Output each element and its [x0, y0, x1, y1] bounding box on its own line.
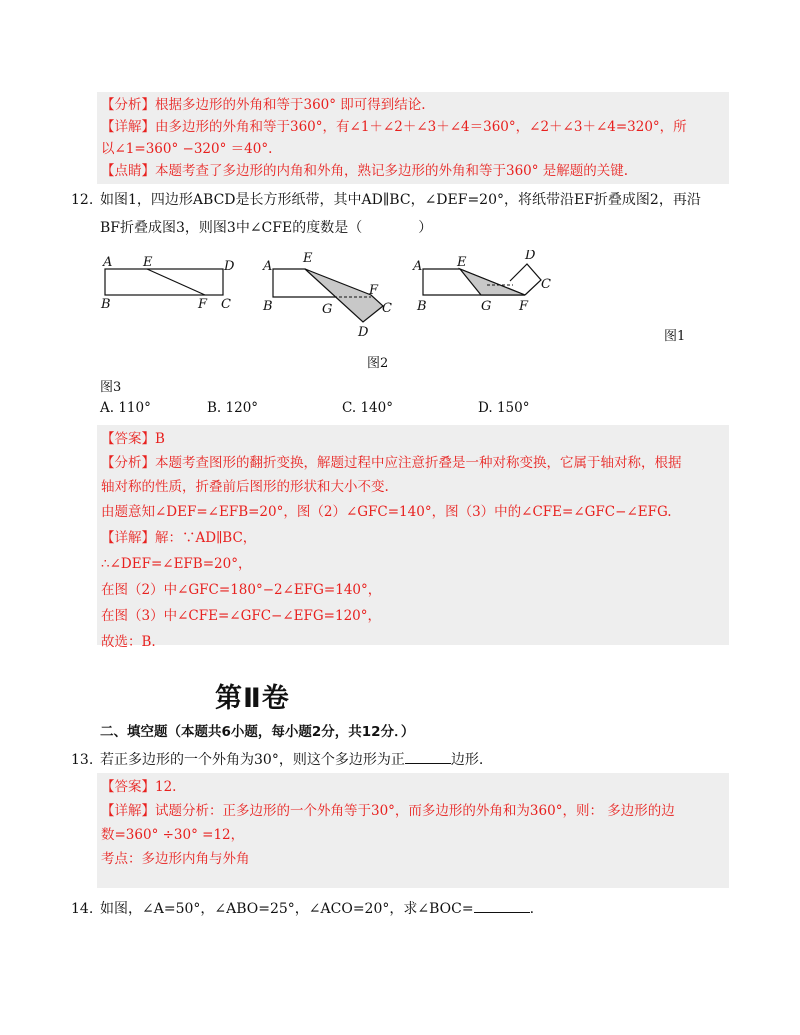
fig2-label-A: A [263, 259, 273, 274]
fig3-label-E: E [457, 255, 467, 270]
q12-detail-6: 故选：B. [101, 634, 156, 650]
option-a[interactable]: A. 110° [100, 400, 151, 416]
q12-line-1 [71, 189, 701, 211]
q12-figures [95, 250, 695, 350]
fig1-label-B: B [101, 297, 111, 312]
q11-detail-2: 以∠1=360° −320° ＝40°. [101, 141, 273, 157]
fig2-label-B: B [263, 299, 273, 314]
figure-2 [262, 251, 392, 340]
q12-number: 12. [71, 192, 94, 208]
part-two-title: 第Ⅱ卷 [215, 683, 290, 714]
q11-detail-1: 【详解】由多边形的外角和等于360°，有∠1＋∠2＋∠3＋∠4＝360°，∠2＋∠3＋∠4=320°，所 [101, 119, 687, 135]
fig3-label-D: D [525, 250, 536, 263]
fig1-label-A: A [103, 255, 113, 270]
q13-text-before: 若正多边形的一个外角为30°，则这个多边形为正 [100, 752, 405, 768]
fig1-label-F: F [198, 297, 208, 312]
q12-solution-box [97, 425, 729, 650]
fig3-label-A: A [413, 259, 423, 274]
q12-text-2: BF折叠成图3，则图3中∠CFE的度数是（ ） [100, 220, 433, 236]
section-fill-blank-title: 二、填空题（本题共6小题，每小题2分，共12分．） [100, 724, 415, 740]
q12-detail-3: ∴∠DEF=∠EFB=20°， [101, 556, 252, 572]
option-d[interactable]: D. 150° [478, 400, 530, 416]
q13-answer-blank[interactable] [405, 749, 451, 764]
q12-detail-2: 【详解】解：∵AD∥BC， [101, 530, 257, 546]
q11-remark: 【点睛】本题考查了多边形的内角和外角，熟记多边形的外角和等于360° 是解题的关键. [101, 163, 629, 179]
fig2-label-C: C [382, 301, 392, 316]
fig2-label-G: G [322, 302, 333, 317]
q12-detail-5: 在图（3）中∠CFE=∠GFC−∠EFG=120°， [101, 608, 382, 624]
fig1-label-E: E [143, 255, 153, 270]
q14-text: 如图，∠A=50°，∠ABO=25°，∠ACO=20°，求∠BOC= [100, 901, 474, 917]
q12-analysis-1: 【分析】本题考查图形的翻折变换，解题过程中应注意折叠是一种对称变换，它属于轴对称，根据 [101, 455, 682, 471]
q11-solution-box [97, 92, 729, 184]
fig1-label-C: C [221, 297, 231, 312]
q12-analysis-2: 轴对称的性质，折叠前后图形的形状和大小不变. [101, 479, 389, 495]
q13-solution-box [97, 773, 729, 888]
fig3-label-G: G [481, 299, 492, 314]
q12-line-2 [100, 217, 432, 239]
q13-text-after: 边形. [450, 752, 484, 768]
q13-topic: 考点：多边形内角与外角 [101, 851, 250, 867]
figure-2-caption: 图2 [367, 356, 389, 371]
q13-number: 13. [71, 752, 94, 768]
q12-detail-4: 在图（2）中∠GFC=180°−2∠EFG=140°， [101, 582, 382, 598]
fig3-label-B: B [417, 299, 427, 314]
q13-detail-2: 数=360° ÷30° =12， [101, 827, 245, 843]
q13-answer: 【答案】12. [101, 779, 177, 795]
q13-detail-1: 【详解】试题分析：正多边形的一个外角等于30°，而多边形的外角和为360°，则： 多边形的边 [101, 803, 675, 819]
option-b[interactable]: B. 120° [207, 400, 259, 416]
q14-text-end: . [529, 901, 535, 917]
q14-answer-blank[interactable] [474, 898, 530, 913]
q14-number: 14. [71, 901, 94, 917]
fig2-label-E: E [303, 251, 313, 266]
q14-line [71, 898, 534, 920]
fig2-label-D: D [358, 325, 369, 340]
q12-text-1: 如图1，四边形ABCD是长方形纸带，其中AD∥BC，∠DEF=20°，将纸带沿EF折叠成图2，再沿 [100, 192, 701, 208]
figure-3 [412, 250, 551, 314]
q13-line [71, 749, 483, 771]
fig1-label-D: D [224, 259, 235, 274]
q11-analysis: 【分析】根据多边形的外角和等于360° 即可得到结论. [101, 97, 426, 113]
fig3-label-F: F [519, 299, 529, 314]
fig2-label-F: F [369, 283, 379, 298]
figure-3-caption: 图3 [100, 380, 122, 395]
figure-1-caption: 图1 [664, 329, 686, 344]
q12-detail-1: 由题意知∠DEF=∠EFB=20°，图（2）∠GFC=140°，图（3）中的∠CFE=∠GFC−∠EFG. [101, 504, 672, 520]
figure-1 [100, 255, 235, 312]
option-c[interactable]: C. 140° [342, 400, 393, 416]
q12-answer: 【答案】B [101, 431, 165, 447]
fig3-label-C: C [541, 277, 551, 292]
